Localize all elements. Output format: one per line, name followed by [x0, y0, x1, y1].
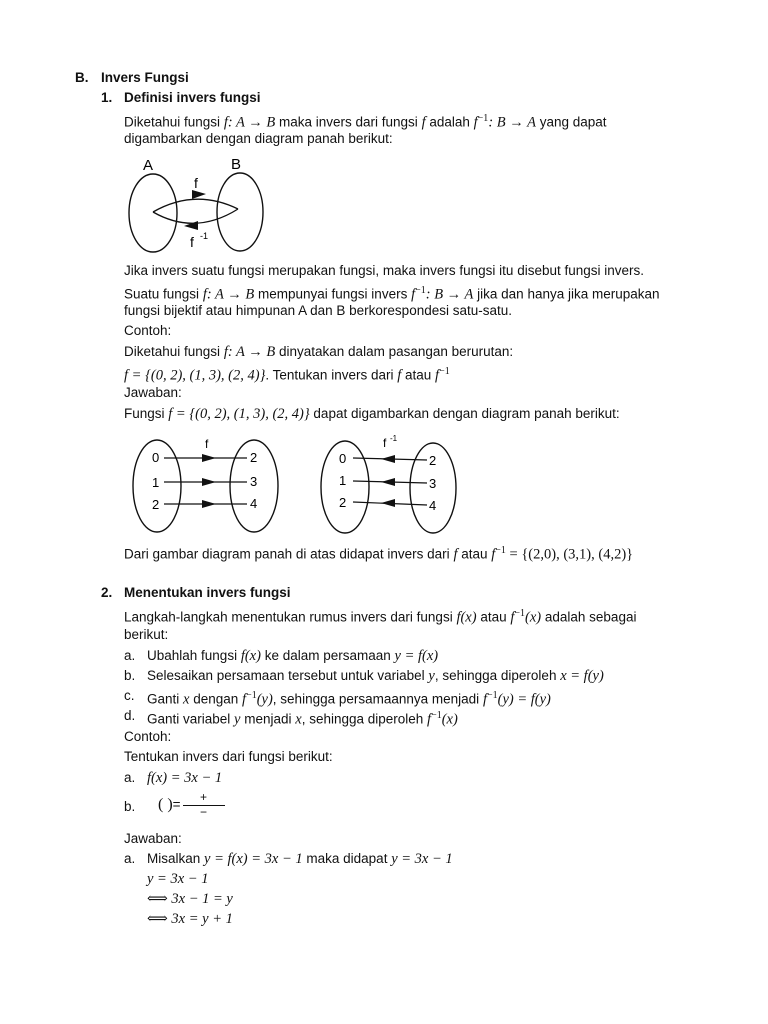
codomain-value-2: 2 [250, 450, 258, 465]
para-line-3: fungsi bijektif atau himpunan A dan B berkorespondesi satu-satu. [124, 303, 512, 318]
set-b-label: B [230, 156, 242, 173]
arrowhead [381, 499, 395, 507]
example-line-4: Fungsi f = {(0, 2), (1, 3), (2, 4)} dapat digambarkan dengan diagram panah berikut: [124, 406, 620, 422]
sub2-task: Tentukan invers dari fungsi berikut: [124, 749, 333, 764]
domain-value-0: 0 [152, 450, 160, 465]
codomain-value-2: 2 [429, 453, 437, 468]
finv-label: f [190, 234, 194, 250]
sub2-intro-line: Langkah-langkah menentukan rumus invers dari fungsi f(x) atau $f^{-1}(x)$ adalah sebagai [124, 608, 637, 626]
jawaban-label: Jawaban: [124, 385, 182, 400]
arrowhead [381, 478, 395, 486]
f-curve [153, 199, 238, 212]
ex-b-label: b. [124, 799, 136, 814]
arrow-diagram-finv [315, 432, 465, 538]
step-d: Ganti variabel y menjadi x, sehingga diperoleh $f^{-1}(x)$ [147, 710, 458, 728]
sub1-number: 1. [101, 90, 113, 105]
ans-a-label: a. [124, 851, 136, 866]
set-a-ellipse [129, 174, 177, 252]
ans-step: ⟺ 3x = y + 1 [147, 911, 233, 927]
domain-value-2: 2 [152, 497, 160, 512]
finv-curve [153, 209, 238, 223]
f-arrowhead [192, 190, 206, 199]
sub1-title: Definisi invers fungsi [124, 90, 261, 105]
step-label: b. [124, 668, 136, 683]
finv-label-sup: -1 [200, 231, 209, 241]
sub1-intro-line2: digambarkan dengan diagram panah berikut: [124, 131, 393, 146]
step-b: Selesaikan persamaan tersebut untuk variabel y, sehingga diperoleh x = f(y) [147, 668, 604, 684]
ans-step: ⟺ 3x − 1 = y [147, 891, 233, 907]
para-line-2: Suatu fungsi f: A → B mempunyai fungsi invers $f^{-1}$: B → A jika dan hanya jika merupakan [124, 285, 660, 303]
sub2-number: 2. [101, 585, 113, 600]
step-label: d. [124, 708, 136, 723]
para-line-1: Jika invers suatu fungsi merupakan fungsi, maka invers fungsi itu disebut fungsi invers. [124, 263, 645, 278]
set-a-label: A [142, 157, 154, 174]
domain-value-1: 1 [339, 473, 347, 488]
sub2-contoh-label: Contoh: [124, 729, 172, 744]
step-c: Ganti x dengan $f^{-1}(y)$, sehingga persamaannya menjadi $f^{-1}(y) = f(y)$ [147, 690, 551, 708]
arrowhead [202, 500, 216, 508]
section-label: B. [75, 70, 89, 85]
step-a: Ubahlah fungsi f(x) ke dalam persamaan y = f(x) [147, 648, 439, 664]
sub2-jawaban-label: Jawaban: [124, 831, 182, 846]
domain-value-2: 2 [339, 495, 347, 510]
arrow-diagram-f [120, 432, 285, 538]
example-line-1: Diketahui fungsi f: A → B dinyatakan dalam pasangan berurutan: [124, 344, 514, 360]
domain-value-0: 0 [339, 451, 347, 466]
example-line-2: f = {(0, 2), (1, 3), (2, 4)}. Tentukan invers dari f atau $f^{-1}$ [124, 366, 450, 384]
arrowhead [381, 455, 395, 463]
sub2-intro-line2: berikut: [124, 627, 169, 642]
ex-b-fraction: $\frac{+}{-}$ [183, 791, 225, 819]
contoh-label: Contoh: [124, 323, 172, 338]
codomain-value-4: 4 [250, 496, 258, 511]
f-label: f [194, 175, 198, 191]
diagram-f-label: f [205, 437, 209, 451]
sub2-title: Menentukan invers fungsi [124, 585, 291, 600]
codomain-value-3: 3 [250, 474, 258, 489]
result-line: Dari gambar diagram panah di atas didapat invers dari f atau $f^{-1} = \{(2,0)$, (3,1), (4,2)} [124, 545, 634, 563]
codomain-value-4: 4 [429, 498, 437, 513]
ex-a-equation: f(x) = 3x − 1 [147, 770, 223, 786]
codomain-value-3: 3 [429, 476, 437, 491]
diagram-finv-label-sup: -1 [390, 434, 398, 443]
diagram-finv-label: f [383, 436, 387, 450]
step-label: c. [124, 688, 135, 703]
ex-b-equation: ( )= $\frac{+}{-}$ [158, 790, 225, 820]
arrow-diagram-inverse [120, 152, 270, 258]
sub1-intro-line: Diketahui fungsi f: A → B maka invers dari fungsi f adalah $f^{-1}$: B → A yang dapat [124, 113, 607, 131]
arrowhead [202, 454, 216, 462]
ex-a-label: a. [124, 770, 136, 785]
domain-value-1: 1 [152, 475, 160, 490]
step-label: a. [124, 648, 136, 663]
ans-a-line: Misalkan y = f(x) = 3x − 1 maka didapat y = 3x − 1 [147, 851, 453, 867]
arrowhead [202, 478, 216, 486]
ans-step: y = 3x − 1 [147, 871, 209, 887]
set-b-ellipse [217, 173, 263, 251]
section-title: Invers Fungsi [101, 70, 189, 85]
